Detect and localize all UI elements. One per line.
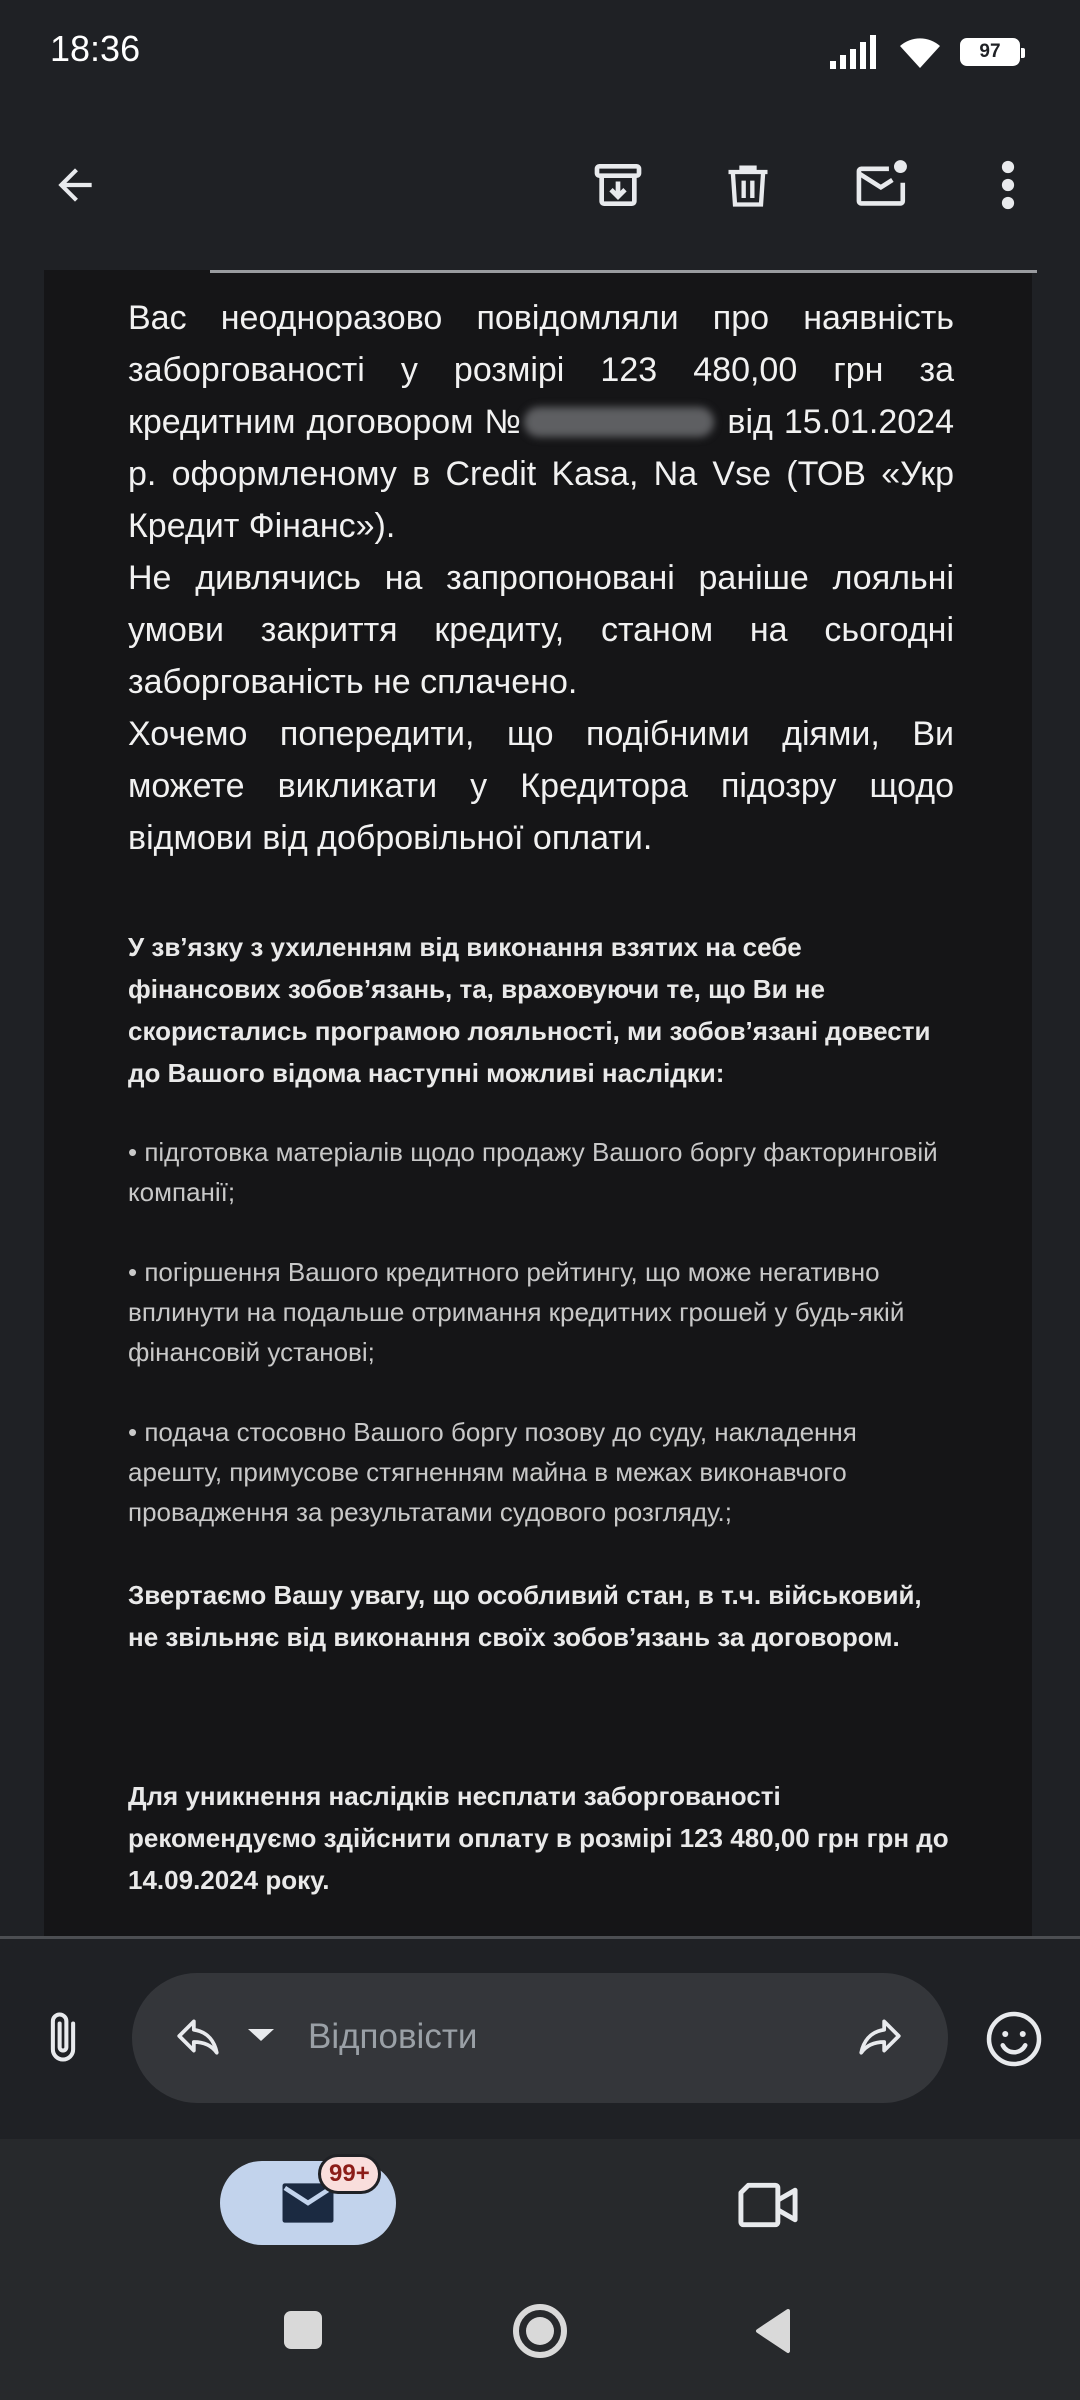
- status-bar: [0, 0, 1080, 100]
- battery-icon: [960, 38, 1020, 66]
- reply-bar: [0, 1939, 1080, 2139]
- battery-level: 97: [979, 41, 1001, 62]
- reply-placeholder: Відповісти: [308, 2017, 478, 2056]
- wifi-icon: [898, 34, 942, 70]
- unpaid-debt-paragraph: Не дивлячись на запропоновані раніше лояльні умови закриття кредиту, станом на сьогодні заборгованість не сплачено.: [128, 559, 954, 701]
- consequence-item: • подача стосовно Вашого боргу позову до суду, накладення арешту, примусове стягненням майна в межах виконавчого провадження за результатами судового розгляду.;: [128, 1417, 857, 1527]
- recents-button[interactable]: [282, 2309, 324, 2356]
- forward-arrow-icon: [852, 2011, 908, 2061]
- emoji-icon: [984, 2009, 1044, 2069]
- email-content: [128, 292, 954, 1901]
- consequences-intro: У зв’язку з ухиленням від виконання взятих на себе фінансових зобов’язань, та, враховуючи те, що Ви не скористались програмою лояльності, ми зобов’язані довести до Вашого відома наступні можливі наслідки:: [128, 932, 931, 1088]
- redacted-contract-number: [524, 407, 714, 437]
- attachment-icon: [36, 2005, 90, 2069]
- unread-count-badge: 99+: [318, 2154, 381, 2194]
- emoji-button[interactable]: [984, 2009, 1044, 2074]
- debt-notice-paragraph: [128, 292, 954, 552]
- dropdown-arrow-icon: [246, 2025, 276, 2045]
- consequence-item: • погіршення Вашого кредитного рейтингу, що може негативно вплинути на подальше отримання кредитних грошей у будь-якій фінансовій установі;: [128, 1257, 905, 1367]
- debt-notice-text: Вас неодноразово повідомляли про наявність заборгованості у розмірі 123 480,00 грн за кредитним договором №: [128, 299, 954, 441]
- attach-button[interactable]: [36, 2005, 90, 2074]
- signal-icon: [830, 35, 880, 69]
- back-arrow-icon: [50, 160, 100, 210]
- mark-unread-button[interactable]: [842, 145, 922, 225]
- archive-button[interactable]: [578, 145, 658, 225]
- warning-paragraph: Хочемо попередити, що подібними діями, Ви можете викликати у Кредитора підозру щодо відмови від добровільної оплати.: [128, 715, 954, 857]
- content-divider: [210, 270, 1037, 273]
- debt-notice-text-end: від 15.01.2024 р. оформленому в Credit Kasa, Na Vse (ТОВ «Укр Кредит Фінанс»).: [128, 403, 954, 545]
- reply-arrow-icon: [170, 2011, 226, 2061]
- status-icons: [830, 30, 1020, 74]
- email-body-area[interactable]: [0, 270, 1080, 1936]
- meet-tab[interactable]: [736, 2179, 800, 2236]
- archive-icon: [590, 157, 646, 213]
- mark-unread-icon: [852, 157, 912, 213]
- back-button[interactable]: [35, 145, 115, 225]
- home-button[interactable]: [512, 2303, 568, 2364]
- bottom-navigation: [0, 2139, 1080, 2400]
- more-options-button[interactable]: [968, 145, 1048, 225]
- consequence-item: • підготовка матеріалів щодо продажу Вашого боргу факторинговій компанії;: [128, 1137, 938, 1207]
- payment-recommendation: Для уникнення наслідків несплати заборгованості рекомендуємо здійснити оплату в розмірі 123 480,00 грн грн до 14.09.2024 року.: [128, 1781, 949, 1895]
- square-icon: [282, 2309, 324, 2351]
- home-circle-icon: [512, 2303, 568, 2359]
- back-nav-button[interactable]: [752, 2307, 794, 2360]
- back-triangle-icon: [752, 2307, 794, 2355]
- email-toolbar: [0, 100, 1080, 270]
- reply-field[interactable]: [132, 1973, 948, 2103]
- reply-options-button[interactable]: [246, 2025, 276, 2050]
- video-camera-icon: [736, 2179, 800, 2231]
- reply-button[interactable]: [170, 2011, 226, 2066]
- martial-law-notice: Звертаємо Вашу увагу, що особливий стан, в т.ч. військовий, не звільняє від виконання своїх зобов’язань за договором.: [128, 1580, 922, 1652]
- forward-button[interactable]: [852, 2011, 908, 2066]
- delete-button[interactable]: [708, 145, 788, 225]
- more-vert-icon: [998, 158, 1018, 212]
- trash-icon: [722, 158, 774, 212]
- status-time: 18:36: [50, 28, 141, 69]
